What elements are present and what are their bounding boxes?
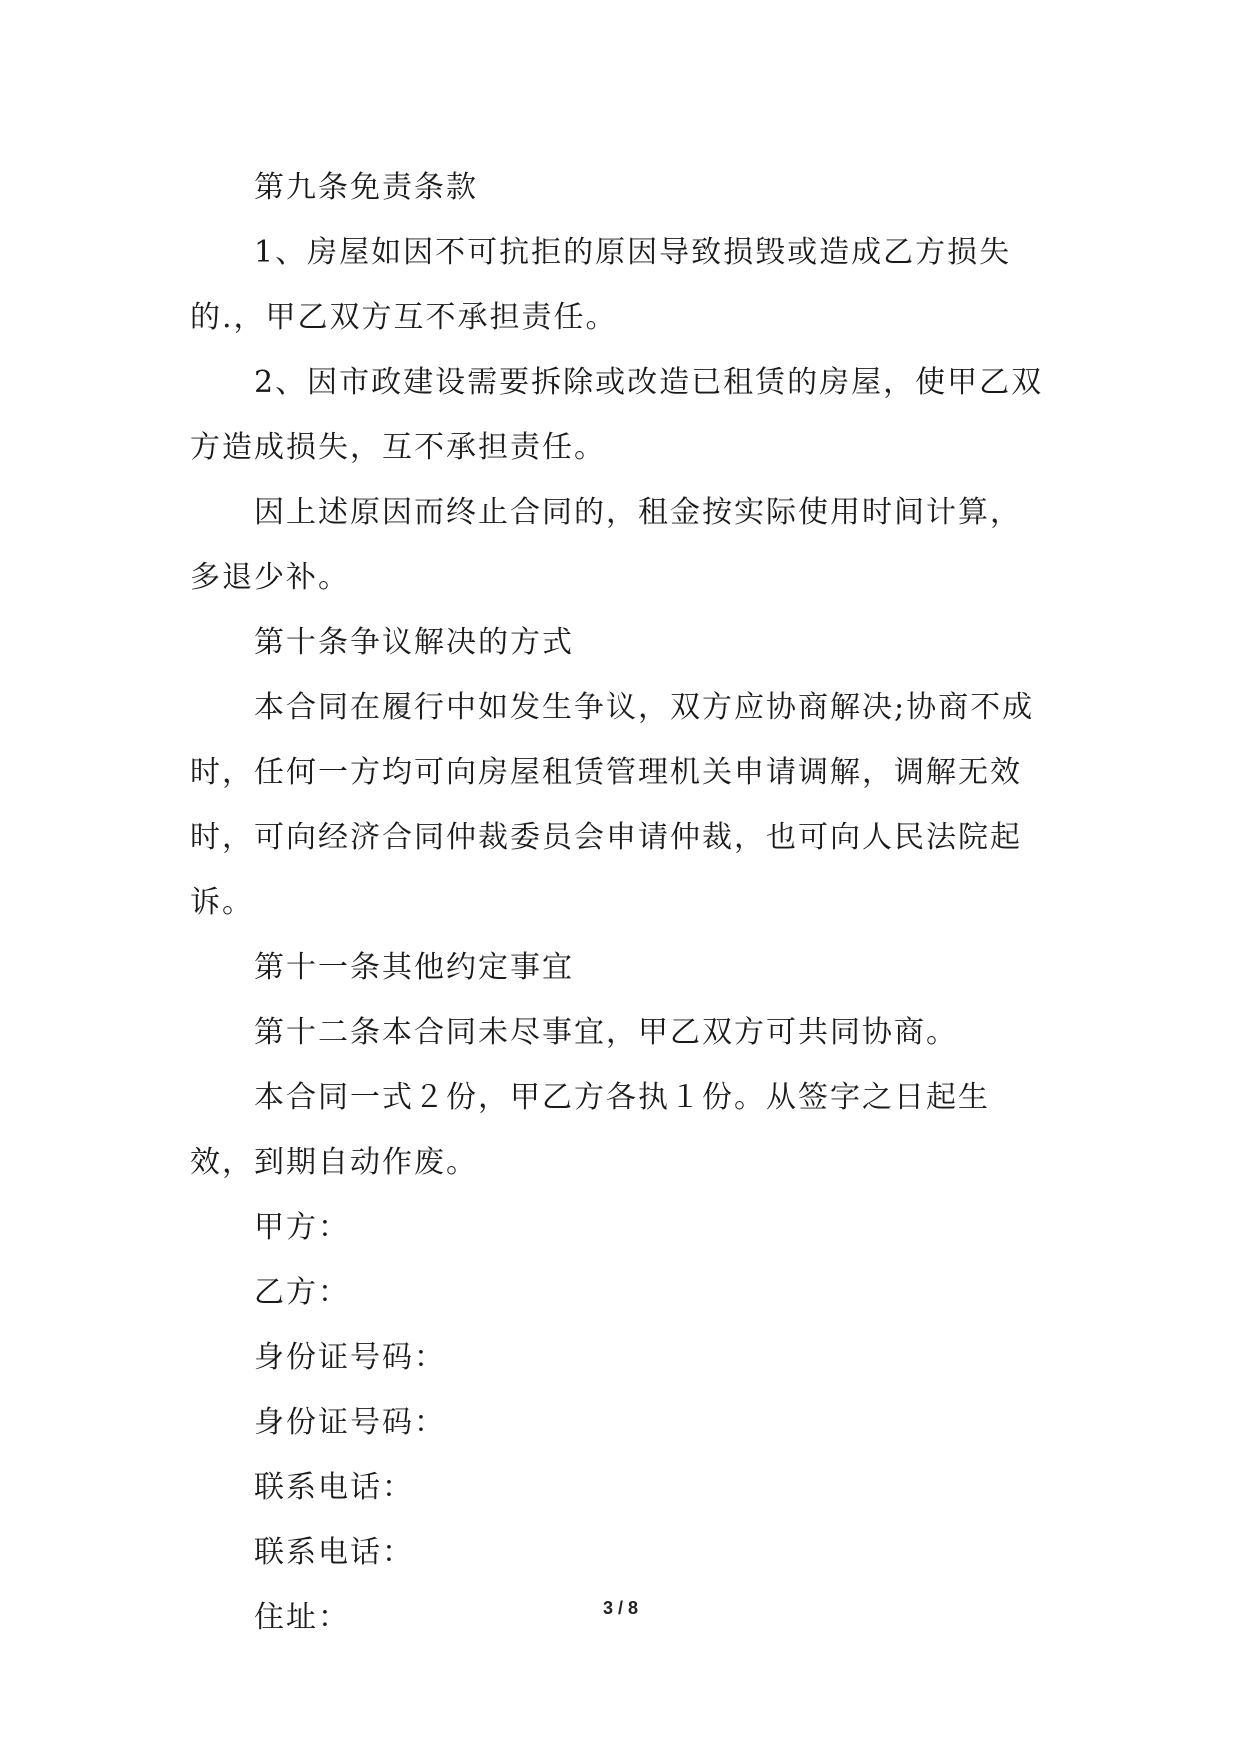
id-number-label-a: 身份证号码：: [254, 1340, 446, 1375]
clause-12-text: 第十二条本合同未尽事宜，甲乙双方可共同协商。: [254, 1015, 958, 1050]
clause-9-heading: 第九条免责条款: [254, 170, 478, 205]
party-b-label: 乙方：: [254, 1275, 350, 1310]
address-label: 住址：: [254, 1600, 350, 1635]
clause-9-note: 因上述原因而终止合同的，租金按实际使用时间计算，多退少补。: [190, 495, 1022, 595]
document-body: [190, 155, 1050, 1650]
phone-label-b: 联系电话：: [254, 1535, 414, 1570]
clause-10-heading: 第十条争议解决的方式: [254, 625, 574, 660]
id-number-label-b: 身份证号码：: [254, 1405, 446, 1440]
clause-11-heading: 第十一条其他约定事宜: [254, 950, 574, 985]
copies-text: 本合同一式２份，甲乙方各执１份。从签字之日起生效，到期自动作废。: [190, 1080, 990, 1180]
phone-label-a: 联系电话：: [254, 1470, 414, 1505]
clause-9-item-2: 2、因市政建设需要拆除或改造已租赁的房屋，使甲乙双方造成损失，互不承担责任。: [190, 365, 1044, 465]
page-number: 3 / 8: [602, 1598, 639, 1618]
party-a-label: 甲方：: [254, 1210, 350, 1245]
clause-9-item-1: 1、房屋如因不可抗拒的原因导致损毁或造成乙方损失的.，甲乙双方互不承担责任。: [190, 235, 1012, 335]
clause-10-text: 本合同在履行中如发生争议，双方应协商解决;协商不成时，任何一方均可向房屋租赁管理机关申请调解，调解无效时，可向经济合同仲裁委员会申请仲裁，也可向人民法院起诉。: [190, 690, 1035, 920]
